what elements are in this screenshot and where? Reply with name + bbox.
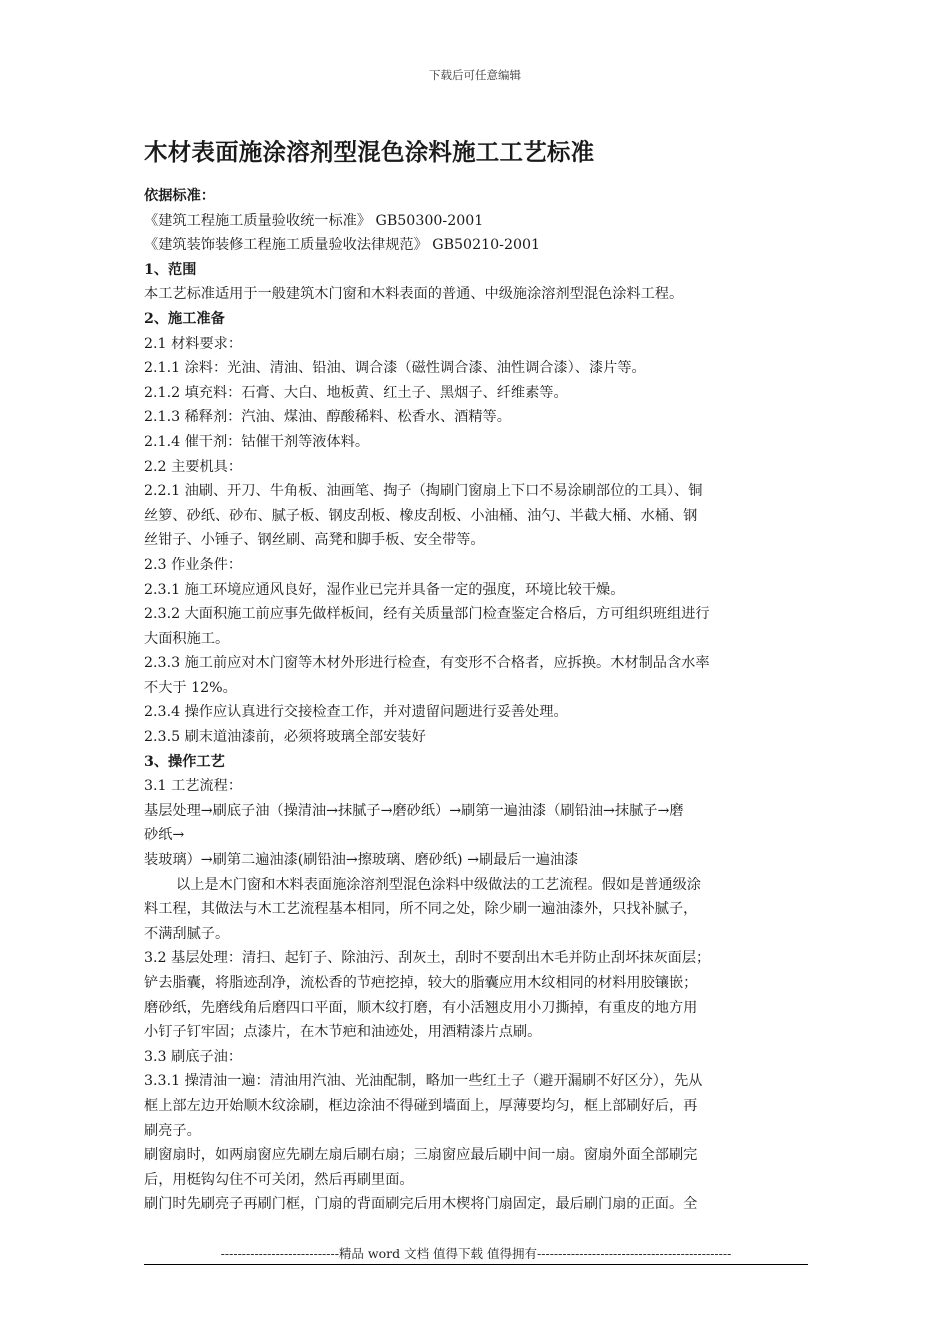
- text-line: 2.1.2 填充料：石膏、大白、地板黄、红土子、黑烟子、纤维素等。: [144, 384, 568, 401]
- text-line: 3.1 工艺流程：: [144, 778, 243, 795]
- text-line: 2.3 作业条件：: [144, 556, 243, 573]
- text-line: 2.1.1 涂料：光油、清油、铅油、调合漆（磁性调合漆、油性调合漆）、漆片等。: [144, 360, 646, 377]
- text-line: 2.3.2 大面积施工前应事先做样板间，经有关质量部门检查鉴定合格后，方可组织班组进行: [144, 606, 710, 623]
- header-note: 下载后可任意编辑: [429, 68, 521, 82]
- text-line: 3.2 基层处理：清扫、起钉子、除油污、刮灰土，刮时不要刮出木毛并防止刮坏抹灰面层；: [144, 950, 711, 967]
- text-line: 2.2 主要机具：: [144, 458, 243, 475]
- text-line: 《建筑装饰装修工程施工质量验收法律规范》 GB50210-2001: [144, 237, 541, 254]
- text-line: 2.1.4 催干剂：钴催干剂等液体料。: [144, 433, 370, 450]
- text-line: 大面积施工。: [144, 630, 230, 647]
- text-line: 后，用梃钩勾住不可关闭，然后再刷里面。: [144, 1171, 414, 1188]
- text-line: 刷门时先刷亮子再刷门框，门扇的背面刷完后用木楔将门扇固定，最后刷门扇的正面。全: [144, 1196, 698, 1213]
- text-line: 2.1.3 稀释剂：汽油、煤油、醇酸稀料、松香水、酒精等。: [144, 409, 511, 426]
- text-line: 铲去脂囊，将脂迹刮净，流松香的节疤挖掉，较大的脂囊应用木纹相同的材料用胶镶嵌；: [144, 975, 698, 991]
- text-line: 基层处理→刷底子油（操清油→抹腻子→磨砂纸）→刷第一遍油漆（刷铅油→抹腻子→磨: [144, 802, 684, 819]
- text-line: 丝钳子、小锤子、钢丝刷、高凳和脚手板、安全带等。: [144, 532, 485, 549]
- text-line: 3.3.1 操清油一遍：清油用汽油、光油配制，略加一些红土子（避开漏刷不好区分），先从: [144, 1073, 703, 1090]
- text-line: 框上部左边开始顺木纹涂刷，框边涂油不得碰到墙面上，厚薄要均匀，框上部刷好后，再: [144, 1097, 698, 1114]
- text-line: 2.3.5 刷末道油漆前，必须将玻璃全部安装好: [144, 729, 426, 746]
- text-line: 《建筑工程施工质量验收统一标准》 GB50300-2001: [144, 212, 484, 229]
- text-line: 不满刮腻子。: [144, 925, 230, 942]
- text-line: 装玻璃）→刷第二遍油漆(刷铅油→擦玻璃、磨砂纸) →刷最后一遍油漆: [144, 852, 579, 869]
- section-heading: 1、范围: [144, 261, 197, 278]
- text-line: 磨砂纸，先磨线角后磨四口平面，顺木纹打磨，有小活翘皮用小刀撕掉，有重皮的地方用: [144, 999, 698, 1016]
- text-line: 3.3 刷底子油：: [144, 1048, 243, 1065]
- document-title: 木材表面施涂溶剂型混色涂料施工工艺标准: [144, 138, 595, 166]
- text-line: 小钉子钉牢固；点漆片，在木节疤和油迹处，用酒精漆片点刷。: [144, 1024, 542, 1041]
- text-line: 丝箩、砂纸、砂布、腻子板、钢皮刮板、橡皮刮板、小油桶、油勺、半截大桶、水桶、钢: [144, 507, 698, 524]
- section-heading: 3、操作工艺: [144, 753, 225, 770]
- footer-note: ----------------------------精品 word 文档 值得下载 值得拥有----------------------------------------------: [220, 1246, 732, 1261]
- text-line: 料工程，其做法与木工艺流程基本相同，所不同之处，除少刷一遍油漆外，只找补腻子，: [144, 901, 698, 918]
- text-line: 不大于 12%。: [144, 679, 237, 696]
- text-line: 2.3.1 施工环境应通风良好，湿作业已完并具备一定的强度，环境比较干燥。: [144, 581, 625, 598]
- section-heading: 2、施工准备: [144, 310, 225, 327]
- text-line: 2.1 材料要求：: [144, 335, 243, 352]
- text-line: 2.3.4 操作应认真进行交接检查工作，并对遗留问题进行妥善处理。: [144, 704, 568, 721]
- text-line: 以上是木门窗和木料表面施涂溶剂型混色涂料中级做法的工艺流程。假如是普通级涂: [176, 876, 701, 893]
- document-text: [144, 184, 808, 1217]
- text-line: 刷亮子。: [144, 1122, 201, 1139]
- text-line: 2.2.1 油刷、开刀、牛角板、油画笔、掏子（掏刷门窗扇上下口不易涂刷部位的工具）、铜: [144, 483, 703, 500]
- text-line: 砂纸→: [144, 827, 185, 844]
- text-line: 刷窗扇时，如两扇窗应先刷左扇后刷右扇；三扇窗应最后刷中间一扇。窗扇外面全部刷完: [144, 1147, 698, 1164]
- section-heading: 依据标准：: [144, 188, 215, 204]
- text-line: 2.3.3 施工前应对木门窗等木材外形进行检查，有变形不合格者，应拆换。木材制品含水率: [144, 655, 710, 672]
- document-body: [144, 132, 808, 1217]
- footer-rule: [144, 1264, 808, 1265]
- text-line: 本工艺标准适用于一般建筑木门窗和木料表面的普通、中级施涂溶剂型混色涂料工程。: [144, 286, 684, 303]
